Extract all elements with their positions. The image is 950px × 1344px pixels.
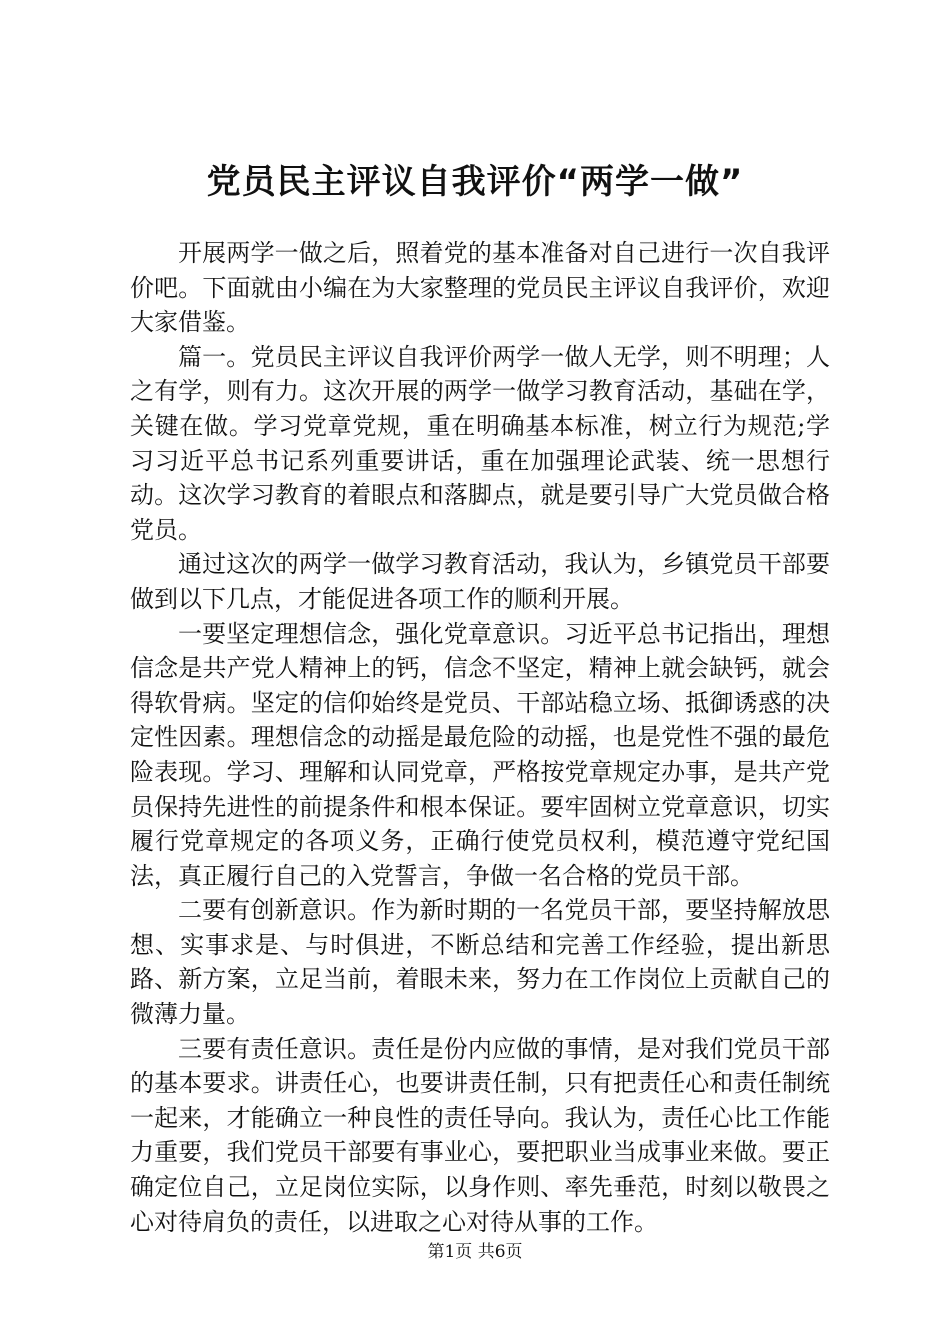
paragraph-part-one: 篇一。党员民主评议自我评价两学一做人无学，则不明理；人之有学，则有力。这次开展的两学一做学习教育活动，基础在学，关键在做。学习党章党规，重在明确基本标准，树立行为规范;学习习近平总书记系列重要讲话，重在加强理论武装、统一思想行动。这次学习教育的着眼点和落脚点，就是要引导广大党员做合格党员。 bbox=[130, 342, 830, 544]
paragraph-point-three: 三要有责任意识。责任是份内应做的事情，是对我们党员干部的基本要求。讲责任心，也要讲责任制，只有把责任心和责任制统一起来，才能确立一种良性的责任导向。我认为，责任心比工作能力重要，我们党员干部要有事业心，要把职业当成事业来做。要正确定位自己，立足岗位实际，以身作则、率先垂范，时刻以敬畏之心对待肩负的责任，以进取之心对待从事的工作。 bbox=[130, 1034, 830, 1236]
paragraph-activity: 通过这次的两学一做学习教育活动，我认为，乡镇党员干部要做到以下几点，才能促进各项工作的顺利开展。 bbox=[130, 550, 830, 613]
document-title: 党员民主评议自我评价“两学一做” bbox=[206, 162, 744, 202]
page-number-footer: 第1页 共6页 bbox=[427, 1242, 523, 1262]
paragraph-point-one: 一要坚定理想信念，强化党章意识。习近平总书记指出，理想信念是共产党人精神上的钙，信念不坚定，精神上就会缺钙，就会得软骨病。坚定的信仰始终是党员、干部站稳立场、抵御诱惑的决定性因素。理想信念的动摇是最危险的动摇，也是党性不强的最危险表现。学习、理解和认同党章，严格按党章规定办事，是共产党员保持先进性的前提条件和根本保证。要牢固树立党章意识，切实履行党章规定的各项义务，正确行使党员权利，模范遵守党纪国法，真正履行自己的入党誓言，争做一名合格的党员干部。 bbox=[130, 619, 830, 890]
paragraph-point-two: 二要有创新意识。作为新时期的一名党员干部，要坚持解放思想、实事求是、与时俱进，不断总结和完善工作经验，提出新思路、新方案，立足当前，着眼未来，努力在工作岗位上贡献自己的微薄力量。 bbox=[130, 896, 830, 1029]
paragraph-intro: 开展两学一做之后，照着党的基本准备对自己进行一次自我评价吧。下面就由小编在为大家整理的党员民主评议自我评价，欢迎大家借鉴。 bbox=[130, 239, 830, 337]
document-body bbox=[130, 236, 830, 1239]
